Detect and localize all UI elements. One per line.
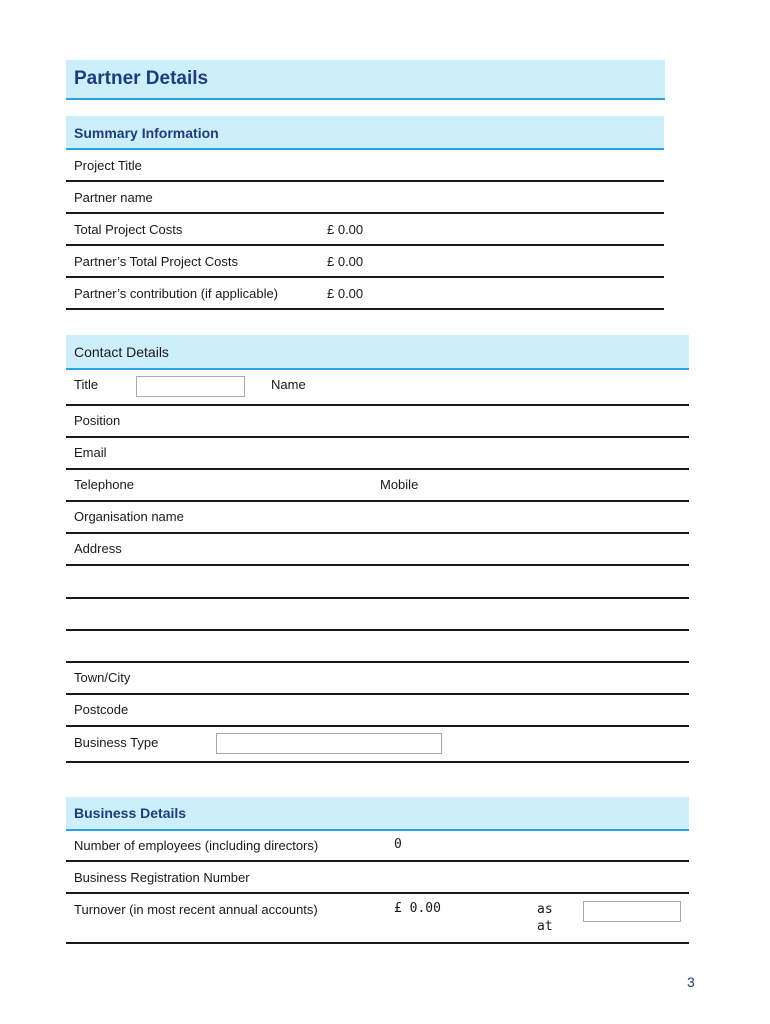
- contribution-label: Partner’s contribution (if applicable): [74, 286, 279, 301]
- business-row-registration: [66, 862, 689, 894]
- postcode-label: Postcode: [74, 702, 129, 717]
- total-costs-value[interactable]: £ 0.00: [327, 222, 364, 237]
- position-label: Position: [74, 413, 121, 428]
- business-row-employees: [66, 831, 689, 862]
- business-header: [66, 797, 689, 831]
- summary-heading: Summary Information: [74, 125, 219, 141]
- contact-row-address-line-4: [66, 631, 689, 663]
- contact-row-email: [66, 438, 689, 470]
- summary-row-partner-costs: [66, 246, 664, 278]
- summary-row-total-costs: [66, 214, 664, 246]
- contact-row-telephone: [66, 470, 689, 502]
- address-label: Address: [74, 541, 122, 556]
- as-at-label-line2: at: [537, 919, 553, 934]
- town-label: Town/City: [74, 670, 131, 685]
- page-number: 3: [687, 974, 695, 990]
- summary-row-project-title: [66, 150, 664, 182]
- contact-row-business-type: [66, 727, 689, 763]
- telephone-label: Telephone: [74, 477, 134, 492]
- contact-row-organisation: [66, 502, 689, 534]
- organisation-label: Organisation name: [74, 509, 184, 524]
- title-input[interactable]: [136, 376, 245, 397]
- turnover-label: Turnover (in most recent annual accounts): [74, 902, 318, 917]
- contact-header: [66, 335, 689, 370]
- contact-heading: Contact Details: [74, 344, 169, 360]
- summary-header: [66, 116, 664, 150]
- page-title: Partner Details: [74, 68, 209, 89]
- business-heading: Business Details: [74, 805, 187, 821]
- contact-row-position: [66, 406, 689, 438]
- employees-label: Number of employees (including directors): [74, 838, 319, 853]
- contact-row-address: [66, 534, 689, 566]
- contact-row-title-name: [66, 370, 689, 406]
- email-label: Email: [74, 445, 107, 460]
- business-row-turnover: [66, 894, 689, 944]
- turnover-value[interactable]: £ 0.00: [394, 901, 441, 916]
- contact-row-town: [66, 663, 689, 695]
- contribution-value[interactable]: £ 0.00: [327, 286, 364, 301]
- summary-row-contribution: [66, 278, 664, 310]
- contact-row-postcode: [66, 695, 689, 727]
- as-at-label-line1: as: [537, 902, 553, 917]
- contact-row-address-line-3: [66, 599, 689, 631]
- page-title-band: [66, 60, 665, 100]
- partner-costs-value[interactable]: £ 0.00: [327, 254, 364, 269]
- contact-row-address-line-2: [66, 566, 689, 599]
- employees-value[interactable]: 0: [394, 837, 402, 852]
- title-label: Title: [74, 377, 99, 392]
- partner-costs-label: Partner’s Total Project Costs: [74, 254, 239, 269]
- partner-name-label: Partner name: [74, 190, 153, 205]
- summary-row-partner-name: [66, 182, 664, 214]
- as-at-date-input[interactable]: [583, 901, 681, 922]
- business-type-select[interactable]: [216, 733, 442, 754]
- total-costs-label: Total Project Costs: [74, 222, 183, 237]
- mobile-label: Mobile: [380, 477, 419, 492]
- name-label: Name: [271, 377, 306, 392]
- business-type-label: Business Type: [74, 735, 159, 750]
- project-title-label: Project Title: [74, 158, 142, 173]
- registration-label: Business Registration Number: [74, 870, 250, 885]
